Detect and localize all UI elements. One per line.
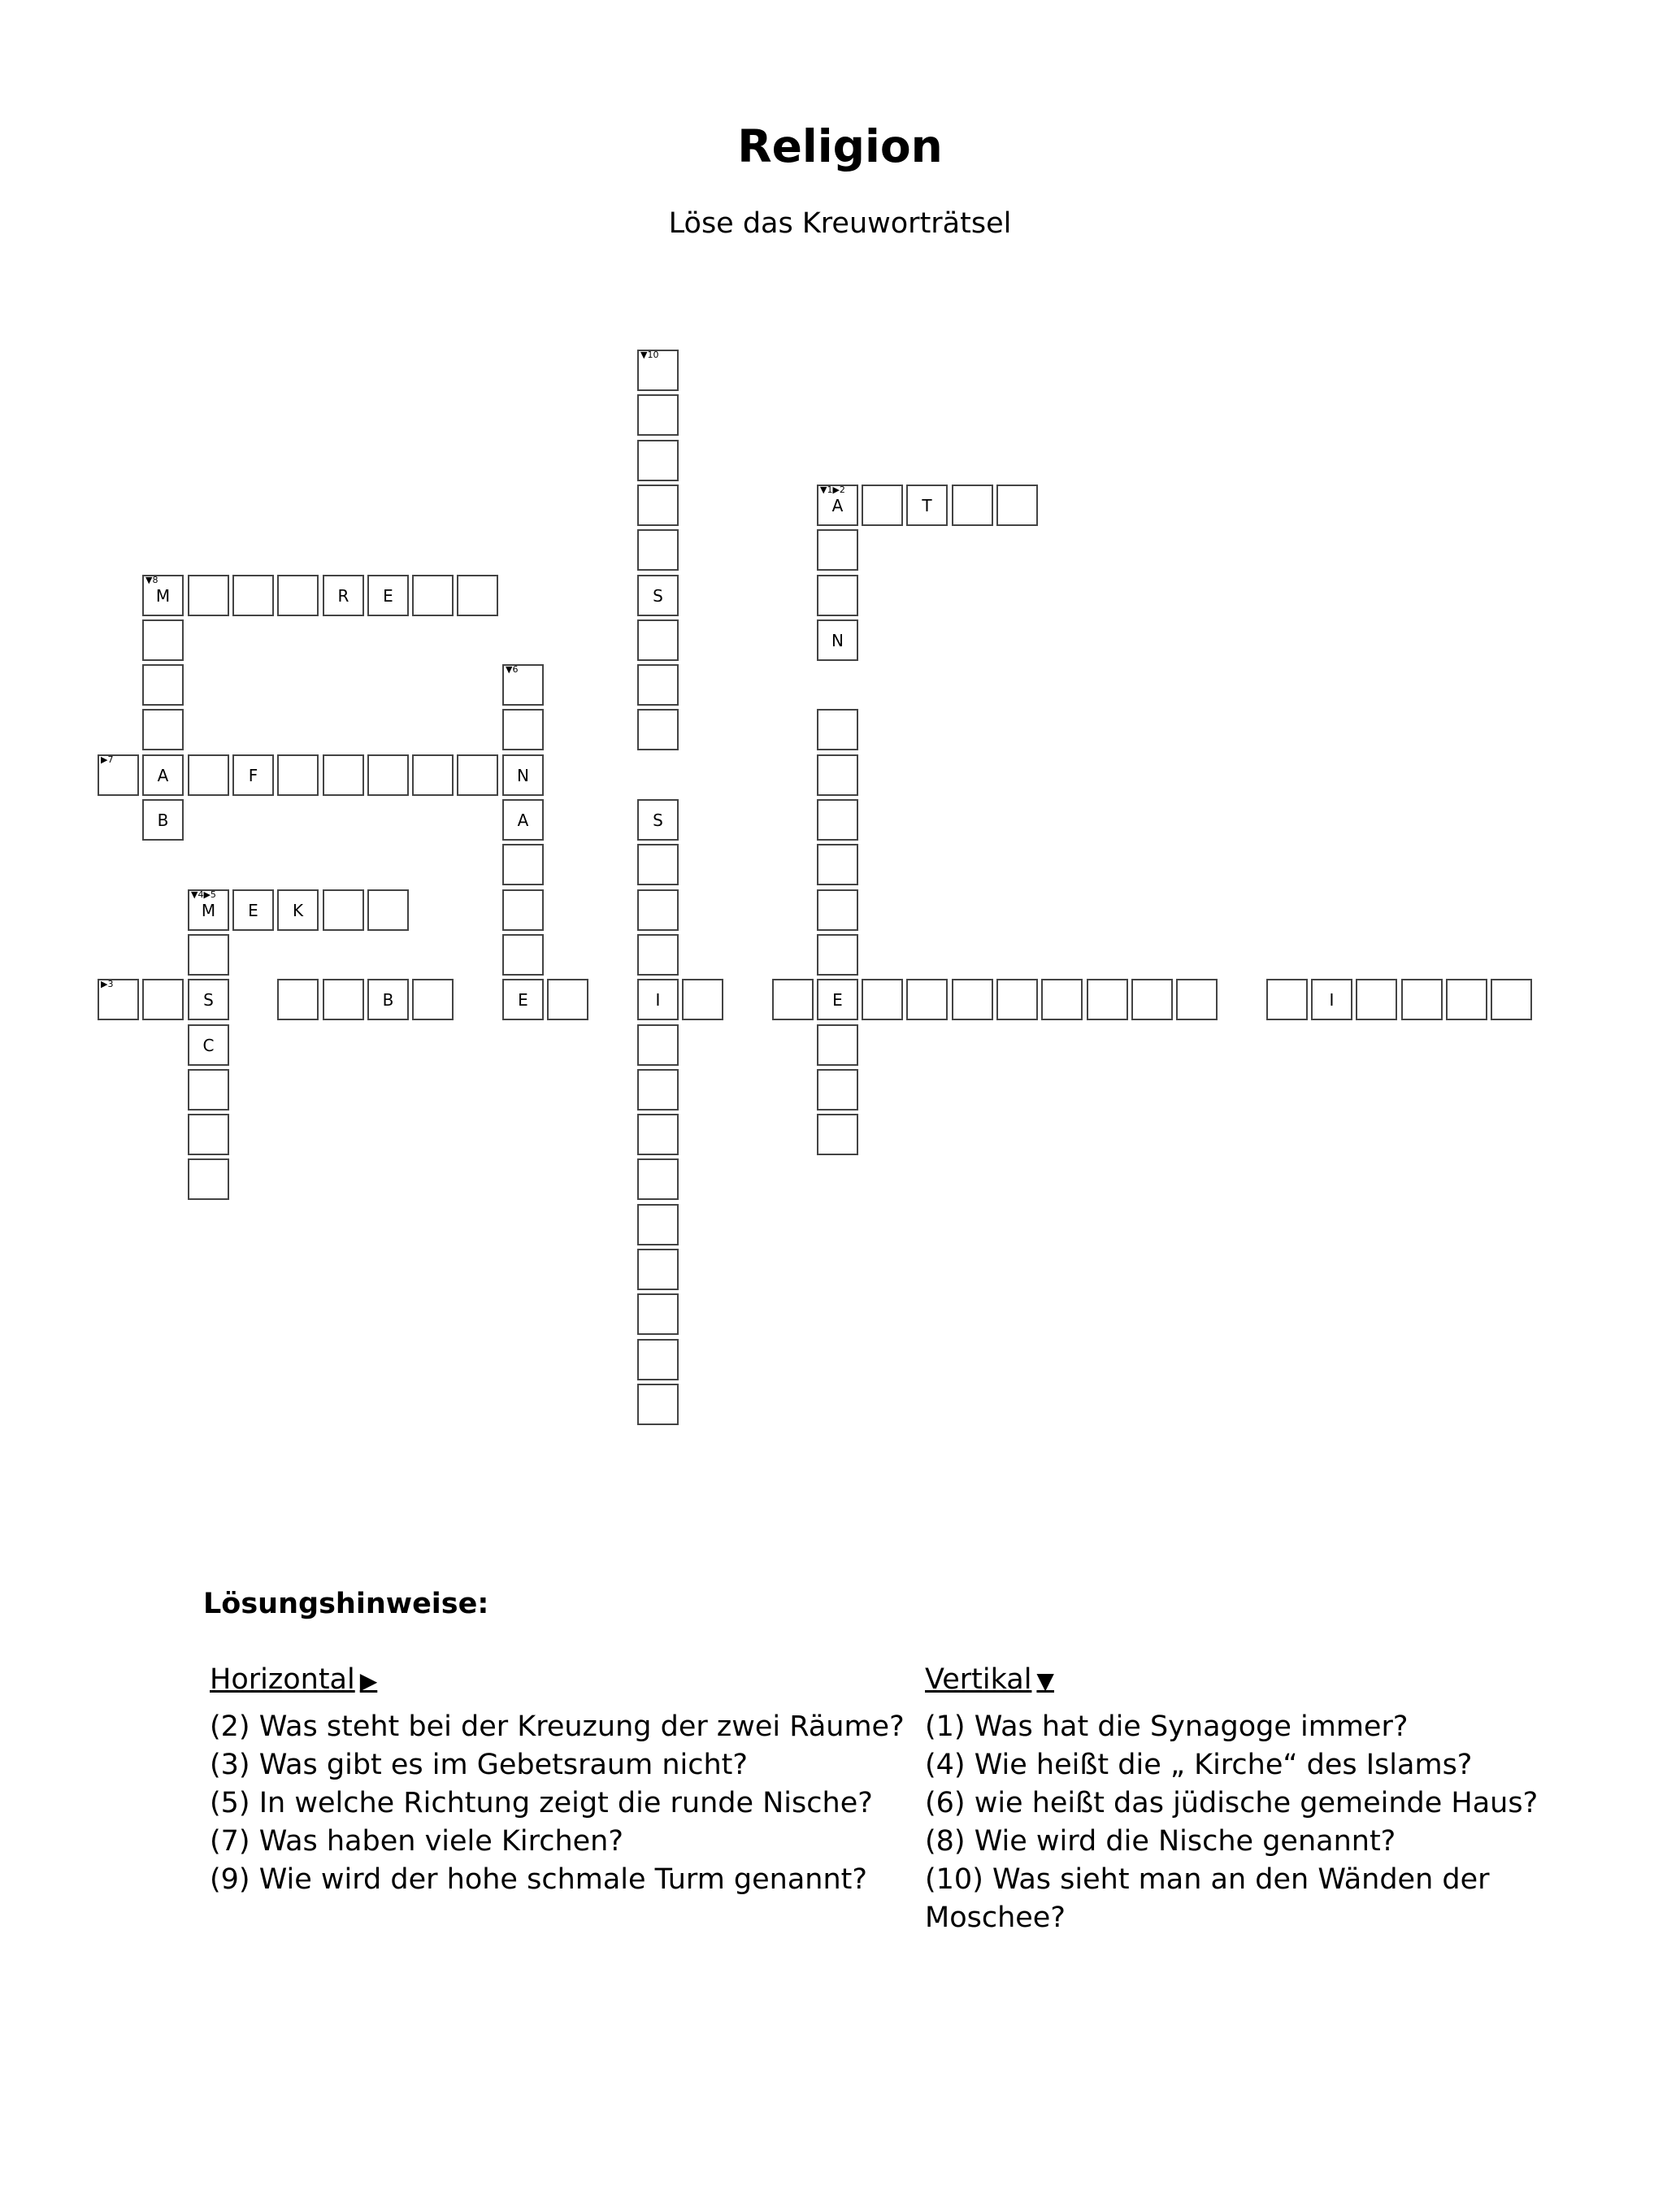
cell-letter: I xyxy=(655,990,661,1010)
cell-letter: E xyxy=(383,586,393,606)
crossword-cell[interactable] xyxy=(188,1114,229,1155)
crossword-cell[interactable] xyxy=(637,664,679,706)
crossword-cell[interactable] xyxy=(952,485,993,526)
crossword-cell[interactable] xyxy=(817,619,858,661)
horizontal-label: Horizontal xyxy=(210,1663,355,1696)
crossword-cell[interactable] xyxy=(412,754,454,796)
crossword-cell[interactable] xyxy=(817,485,858,526)
crossword-cell[interactable] xyxy=(142,754,184,796)
clue-vertical-4: (4) Wie heißt die „ Kirche“ des Islams? xyxy=(925,1749,1473,1781)
crossword-cell[interactable] xyxy=(637,529,679,571)
crossword-cell[interactable] xyxy=(502,889,544,931)
cell-letter: S xyxy=(203,990,214,1010)
crossword-cell[interactable] xyxy=(637,709,679,750)
horizontal-heading xyxy=(210,1661,925,1700)
crossword-cell[interactable] xyxy=(188,1024,229,1066)
right-arrow-icon: ▶ xyxy=(359,1667,378,1694)
crossword-cell[interactable] xyxy=(142,575,184,616)
page-subtitle: Löse das Kreuworträtsel xyxy=(668,207,1012,240)
crossword-cell[interactable] xyxy=(637,1293,679,1335)
cell-letter: A xyxy=(831,496,844,515)
cell-letter: E xyxy=(832,990,843,1010)
clue-number: ▼1▶2 xyxy=(820,485,845,495)
cell-letter: A xyxy=(517,811,529,830)
crossword-cell[interactable] xyxy=(637,394,679,436)
crossword-cell[interactable] xyxy=(323,754,364,796)
crossword-cell[interactable] xyxy=(412,575,454,616)
crossword-cell[interactable] xyxy=(412,979,454,1020)
clue-number: ▼4▶5 xyxy=(191,889,216,900)
clue-vertical-8: (8) Wie wird die Nische genannt? xyxy=(925,1825,1396,1858)
crossword-cell[interactable] xyxy=(232,889,274,931)
crossword-cell[interactable] xyxy=(817,754,858,796)
cell-letter: M xyxy=(201,901,216,920)
crossword-cell[interactable] xyxy=(637,1249,679,1290)
crossword-cell[interactable] xyxy=(637,1114,679,1155)
crossword-cell[interactable] xyxy=(862,979,903,1020)
crossword-cell[interactable] xyxy=(637,485,679,526)
clue-number: ▼10 xyxy=(640,350,659,360)
crossword-cell[interactable] xyxy=(637,799,679,841)
crossword-cell[interactable] xyxy=(188,1069,229,1111)
cell-letter: M xyxy=(155,586,171,606)
cell-letter: R xyxy=(337,586,349,606)
crossword-cell[interactable] xyxy=(817,799,858,841)
vertical-label: Vertikal xyxy=(925,1663,1032,1696)
crossword-cell[interactable] xyxy=(637,889,679,931)
clue-vertical-6: (6) wie heißt das jüdische gemeinde Haus? xyxy=(925,1787,1539,1819)
crossword-cell[interactable] xyxy=(142,799,184,841)
crossword-cell[interactable] xyxy=(502,664,544,706)
crossword-cell[interactable] xyxy=(323,979,364,1020)
cell-letter: I xyxy=(1329,990,1335,1010)
crossword-cell[interactable] xyxy=(277,575,319,616)
crossword-cell[interactable] xyxy=(996,485,1038,526)
crossword-cell[interactable] xyxy=(637,440,679,481)
clue-number: ▶7 xyxy=(101,754,114,765)
cell-letter: C xyxy=(202,1036,215,1055)
crossword-cell[interactable] xyxy=(142,979,184,1020)
crossword-cell[interactable] xyxy=(1041,979,1083,1020)
crossword-cell[interactable] xyxy=(98,979,139,1020)
clue-horizontal-2: (2) Was steht bei der Kreuzung der zwei Räume? xyxy=(210,1710,905,1743)
crossword-cell[interactable] xyxy=(188,1158,229,1200)
crossword-cell[interactable] xyxy=(98,754,139,796)
crossword-cell[interactable] xyxy=(502,979,544,1020)
crossword-cell[interactable] xyxy=(637,1069,679,1111)
cell-letter: K xyxy=(292,901,304,920)
crossword-cell[interactable] xyxy=(323,889,364,931)
crossword-cell[interactable] xyxy=(906,979,948,1020)
cell-letter: B xyxy=(157,811,169,830)
crossword-cell[interactable] xyxy=(1446,979,1487,1020)
crossword-cell[interactable] xyxy=(637,619,679,661)
crossword-cell[interactable] xyxy=(457,754,498,796)
crossword-cell[interactable] xyxy=(188,889,229,931)
cell-letter: E xyxy=(518,990,528,1010)
crossword-cell[interactable] xyxy=(323,575,364,616)
crossword-cell[interactable] xyxy=(637,1339,679,1380)
cell-letter: F xyxy=(248,766,258,785)
crossword-cell[interactable] xyxy=(817,575,858,616)
page-title: Religion xyxy=(737,120,943,172)
cell-letter: S xyxy=(653,586,663,606)
clue-number: ▼6 xyxy=(506,664,519,675)
cell-letter: N xyxy=(831,631,844,650)
crossword-cell[interactable] xyxy=(817,1024,858,1066)
crossword-cell[interactable] xyxy=(502,709,544,750)
crossword-cell[interactable] xyxy=(637,1384,679,1425)
crossword-cell[interactable] xyxy=(367,575,409,616)
clue-number: ▼8 xyxy=(145,575,158,585)
crossword-cell[interactable] xyxy=(817,979,858,1020)
crossword-cell[interactable] xyxy=(502,799,544,841)
crossword-cell[interactable] xyxy=(1176,979,1218,1020)
cell-letter: E xyxy=(248,901,258,920)
crossword-cell[interactable] xyxy=(682,979,723,1020)
clue-vertical-1: (1) Was hat die Synagoge immer? xyxy=(925,1710,1409,1743)
vertical-clues xyxy=(925,1661,1624,1937)
crossword-cell[interactable] xyxy=(277,979,319,1020)
crossword-cell[interactable] xyxy=(232,754,274,796)
crossword-cell[interactable] xyxy=(367,754,409,796)
cell-letter: S xyxy=(653,811,663,830)
crossword-cell[interactable] xyxy=(457,575,498,616)
crossword-cell[interactable] xyxy=(637,1158,679,1200)
crossword-cell[interactable] xyxy=(367,889,409,931)
crossword-cell[interactable] xyxy=(817,529,858,571)
crossword-cell[interactable] xyxy=(277,754,319,796)
crossword-cell[interactable] xyxy=(277,889,319,931)
crossword-cell[interactable] xyxy=(772,979,814,1020)
crossword-cell[interactable] xyxy=(188,934,229,976)
crossword-cell[interactable] xyxy=(1491,979,1532,1020)
crossword-cell[interactable] xyxy=(817,844,858,885)
crossword-cell[interactable] xyxy=(817,1114,858,1155)
crossword-cell[interactable] xyxy=(637,934,679,976)
crossword-cell[interactable] xyxy=(1131,979,1173,1020)
horizontal-clues xyxy=(210,1661,925,1899)
clue-horizontal-7: (7) Was haben viele Kirchen? xyxy=(210,1825,623,1858)
clue-horizontal-9: (9) Wie wird der hohe schmale Turm genannt? xyxy=(210,1863,867,1896)
crossword-cell[interactable] xyxy=(952,979,993,1020)
crossword-cell[interactable] xyxy=(142,664,184,706)
crossword-cell[interactable] xyxy=(502,934,544,976)
crossword-cell[interactable] xyxy=(817,709,858,750)
crossword-cell[interactable] xyxy=(1356,979,1397,1020)
crossword-cell[interactable] xyxy=(996,979,1038,1020)
crossword-cell[interactable] xyxy=(817,934,858,976)
crossword-cell[interactable] xyxy=(906,485,948,526)
crossword-cell[interactable] xyxy=(1311,979,1352,1020)
vertical-heading xyxy=(925,1661,1624,1700)
cell-letter: B xyxy=(382,990,394,1010)
crossword-cell[interactable] xyxy=(637,979,679,1020)
clue-vertical-10: (10) Was sieht man an den Wänden der Moschee? xyxy=(925,1863,1490,1934)
hints-heading: Lösungshinweise: xyxy=(203,1588,489,1620)
crossword-cell[interactable] xyxy=(142,619,184,661)
crossword-cell[interactable] xyxy=(1401,979,1443,1020)
crossword-cell[interactable] xyxy=(188,979,229,1020)
crossword-cell[interactable] xyxy=(188,754,229,796)
cell-letter: A xyxy=(157,766,169,785)
crossword-cell[interactable] xyxy=(862,485,903,526)
cell-letter: T xyxy=(922,496,932,515)
crossword-cell[interactable] xyxy=(232,575,274,616)
crossword-cell[interactable] xyxy=(637,1024,679,1066)
crossword-cell[interactable] xyxy=(547,979,588,1020)
crossword-cell[interactable] xyxy=(817,1069,858,1111)
crossword-cell[interactable] xyxy=(1087,979,1128,1020)
clue-number: ▶3 xyxy=(101,979,114,989)
clue-horizontal-3: (3) Was gibt es im Gebetsraum nicht? xyxy=(210,1749,748,1781)
crossword-cell[interactable] xyxy=(637,575,679,616)
crossword-cell[interactable] xyxy=(817,889,858,931)
crossword-cell[interactable] xyxy=(142,709,184,750)
crossword-cell[interactable] xyxy=(1266,979,1308,1020)
crossword-cell[interactable] xyxy=(502,754,544,796)
cell-letter: N xyxy=(517,766,529,785)
crossword-cell[interactable] xyxy=(637,844,679,885)
crossword-cell[interactable] xyxy=(502,844,544,885)
crossword-cell[interactable] xyxy=(188,575,229,616)
crossword-cell[interactable] xyxy=(367,979,409,1020)
crossword-cell[interactable] xyxy=(637,1204,679,1245)
crossword-cell[interactable] xyxy=(637,350,679,391)
down-arrow-icon: ▼ xyxy=(1036,1667,1054,1694)
clue-horizontal-5: (5) In welche Richtung zeigt die runde Nische? xyxy=(210,1787,873,1819)
